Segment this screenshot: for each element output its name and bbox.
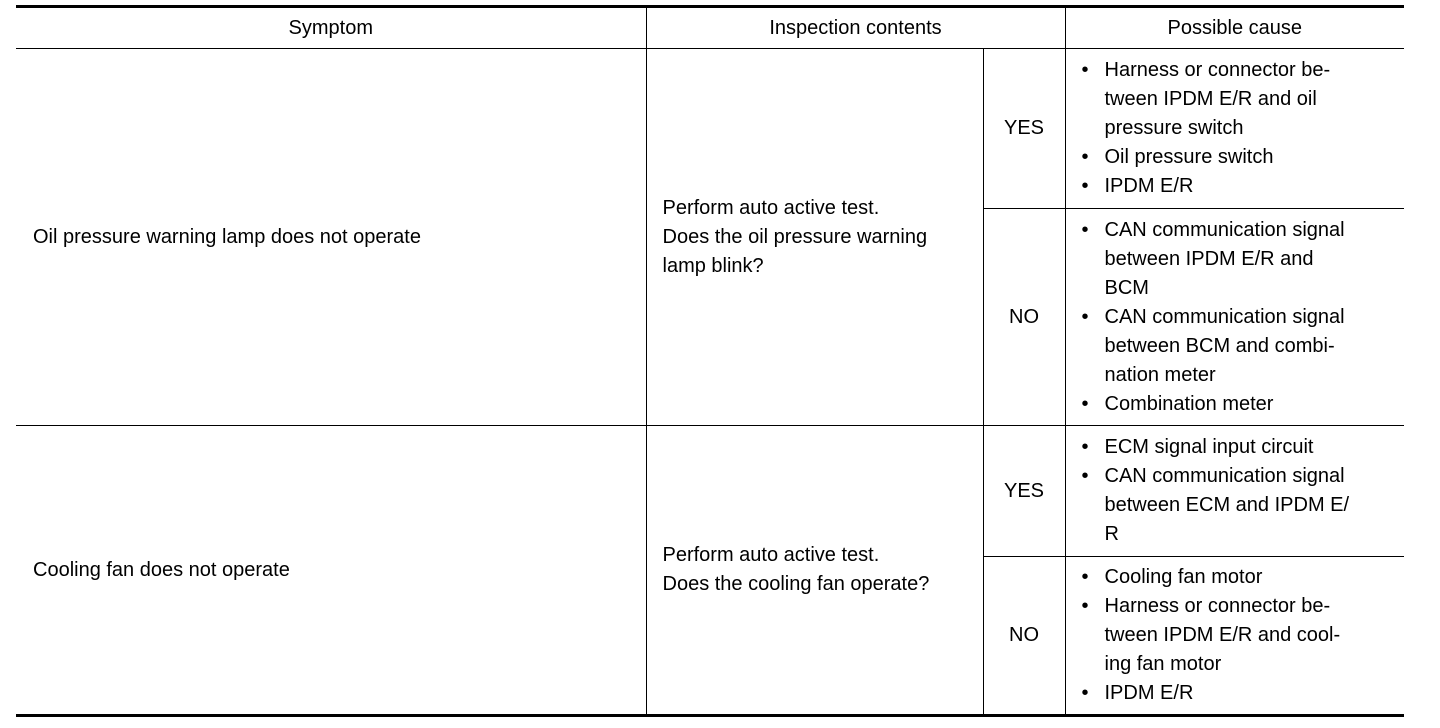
inspection-cell xyxy=(646,49,983,426)
result-yes: YES xyxy=(983,49,1065,209)
inspection-line: lamp blink? xyxy=(662,254,764,277)
result-no: NO xyxy=(983,209,1065,426)
cause-item: • CAN communication signal between IPDM E/R and BCM xyxy=(1105,216,1405,303)
inspection-line: Does the oil pressure warning xyxy=(662,225,928,248)
table-header-row xyxy=(16,7,1404,49)
cause-item: • CAN communication signal between ECM and IPDM E/ R xyxy=(1105,462,1405,549)
causes-cell xyxy=(1065,557,1404,716)
cause-item: • Oil pressure switch xyxy=(1105,143,1405,172)
header-symptom: Symptom xyxy=(16,7,646,49)
inspection-line: Perform auto active test. xyxy=(662,196,880,219)
cause-item: • Harness or connector be- tween IPDM E/R and oil pressure switch xyxy=(1105,56,1405,143)
causes-cell xyxy=(1065,426,1404,557)
table-row xyxy=(16,426,1404,557)
inspection-line: Does the cooling fan operate? xyxy=(662,573,930,595)
cause-item: • Cooling fan motor xyxy=(1105,563,1405,592)
cause-item: • Combination meter xyxy=(1105,390,1405,419)
symptom-cell: Oil pressure warning lamp does not operate xyxy=(16,49,646,426)
causes-cell xyxy=(1065,209,1404,426)
cause-item: • IPDM E/R xyxy=(1105,679,1405,708)
diagnosis-table xyxy=(16,5,1404,717)
cause-item: • IPDM E/R xyxy=(1105,172,1405,201)
result-yes: YES xyxy=(983,426,1065,557)
causes-cell xyxy=(1065,49,1404,209)
cause-item: • CAN communication signal between BCM and combi- nation meter xyxy=(1105,303,1405,390)
result-no: NO xyxy=(983,557,1065,716)
header-inspection: Inspection contents xyxy=(646,7,1065,49)
cause-item: • ECM signal input circuit xyxy=(1105,433,1405,462)
table-row xyxy=(16,49,1404,209)
symptom-cell: Cooling fan does not operate xyxy=(16,426,646,716)
cause-item: • Harness or connector be- tween IPDM E/R and cool- ing fan motor xyxy=(1105,592,1405,679)
inspection-cell xyxy=(646,426,983,716)
inspection-line: Perform auto active test. xyxy=(662,544,880,566)
header-cause: Possible cause xyxy=(1065,7,1404,49)
